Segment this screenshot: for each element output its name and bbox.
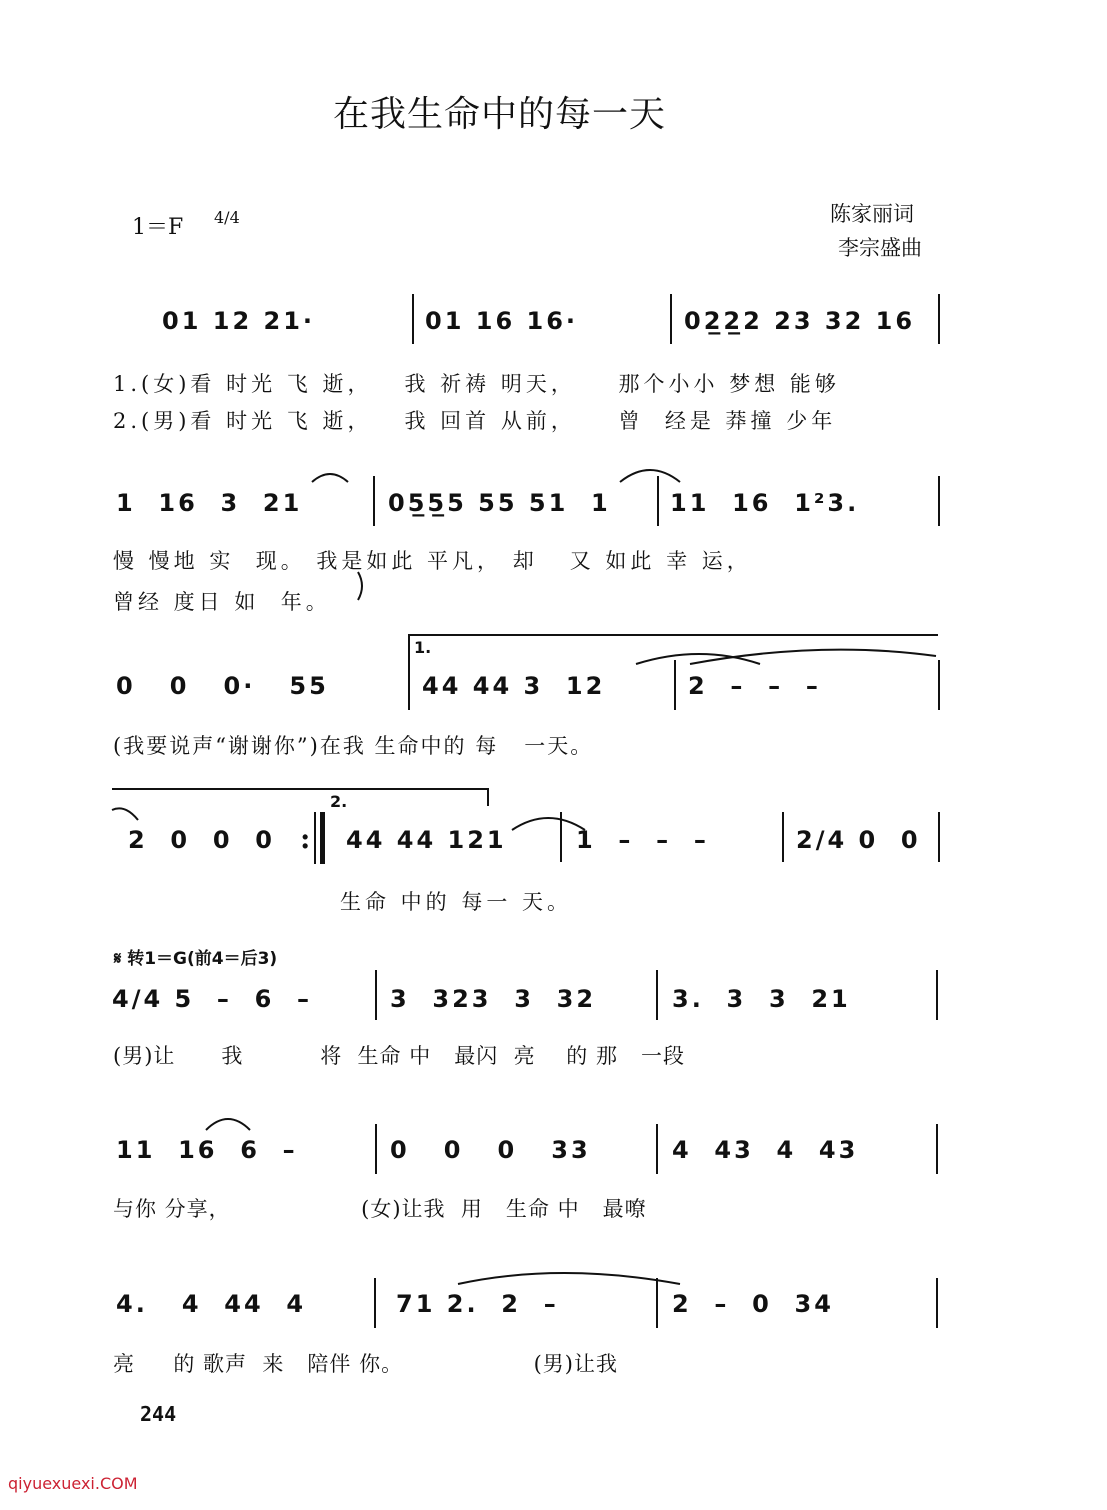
notation-measure: 1 – – – (576, 826, 709, 854)
notation-measure: 4. 4 44 4 (116, 1290, 307, 1318)
time-signature: 4/4 (214, 208, 240, 227)
lyric-line: (我要说声“谢谢你”)在我 生命中的 每 一天。 (113, 734, 594, 758)
page-number: 244 (140, 1402, 177, 1426)
notation-measure: 11 16 6 – (116, 1136, 298, 1164)
slur-mark (620, 470, 680, 482)
notation-measure: 44 44 121 (346, 826, 507, 854)
lyric-line: (男)让 我 将 生命 中 最闪 亮 的 那 一段 (113, 1044, 685, 1068)
lyric-bracket (358, 572, 362, 600)
tie-mark (112, 808, 138, 820)
notation-measure: 2 – 0 34 (672, 1290, 834, 1318)
volta-first-ending: 1. (414, 638, 432, 657)
volta-second-ending: 2. (330, 792, 348, 811)
notation-measure: 2 – – – (688, 672, 821, 700)
notation-measure: 71 2. 2 – (396, 1290, 559, 1318)
notation-measure: 3 323 3 32 (390, 985, 597, 1013)
notation-measure: 4/4 5 – 6 – (112, 985, 313, 1013)
notation-measure: 02̲2̲2 23 32 16 (684, 307, 916, 335)
page-title: 在我生命中的每一天 (333, 94, 667, 135)
notation-measure: 2 0 0 0 (128, 826, 275, 854)
watermark: qiyuexuexi.COM (8, 1474, 138, 1493)
notation-measure: 44 44 3 12 (422, 672, 606, 700)
key-signature: 1＝F (132, 215, 184, 240)
lyric-line: 1.(女)看 时光 飞 逝， 我 祈祷 明天， 那个小小 梦想 能够 (113, 372, 840, 396)
notation-measure: 01 16 16· (425, 307, 579, 335)
notation-measure: 3. 3 3 21 (672, 985, 851, 1013)
notation-measure: 2/4 0 0 (796, 826, 921, 854)
lyric-line: 曾经 度日 如 年。 (113, 590, 331, 614)
notation-measure: 0 0 0· 55 (116, 672, 329, 700)
tie-mark (512, 818, 585, 830)
repeat-sign: : (300, 822, 311, 855)
lyric-line: 亮 的 歌声 来 陪伴 你。 (男)让我 (113, 1352, 618, 1376)
lyric-line: 与你 分享， (女)让我 用 生命 中 最嘹 (113, 1197, 647, 1221)
composer-credit: 李宗盛曲 (838, 236, 922, 260)
lyricist-credit: 陈家丽词 (830, 202, 914, 226)
tie-mark (206, 1119, 250, 1130)
lyric-line: 慢 慢地 实 现。 我是如此 平凡， 却 又 如此 幸 运， (113, 549, 752, 573)
notation-measure: 4 43 4 43 (672, 1136, 859, 1164)
notation-measure: 1 16 3 21 (116, 489, 303, 517)
tie-mark (458, 1273, 680, 1284)
notation-measure: 0 0 0 33 (390, 1136, 591, 1164)
notation-measure: 05̲5̲5 55 51 1 (388, 489, 611, 517)
key-change-marking: 𝄋 转1＝G(前4＝后3) (114, 949, 278, 969)
lyric-line: 2.(男)看 时光 飞 逝， 我 回首 从前， 曾 经是 莽撞 少年 (113, 409, 837, 433)
notation-measure: 11 16 1²3. (670, 489, 860, 517)
notation-measure: 01 12 21· (162, 307, 316, 335)
slur-mark (312, 474, 348, 482)
lyric-line: 生命 中的 每一 天。 (340, 890, 573, 914)
